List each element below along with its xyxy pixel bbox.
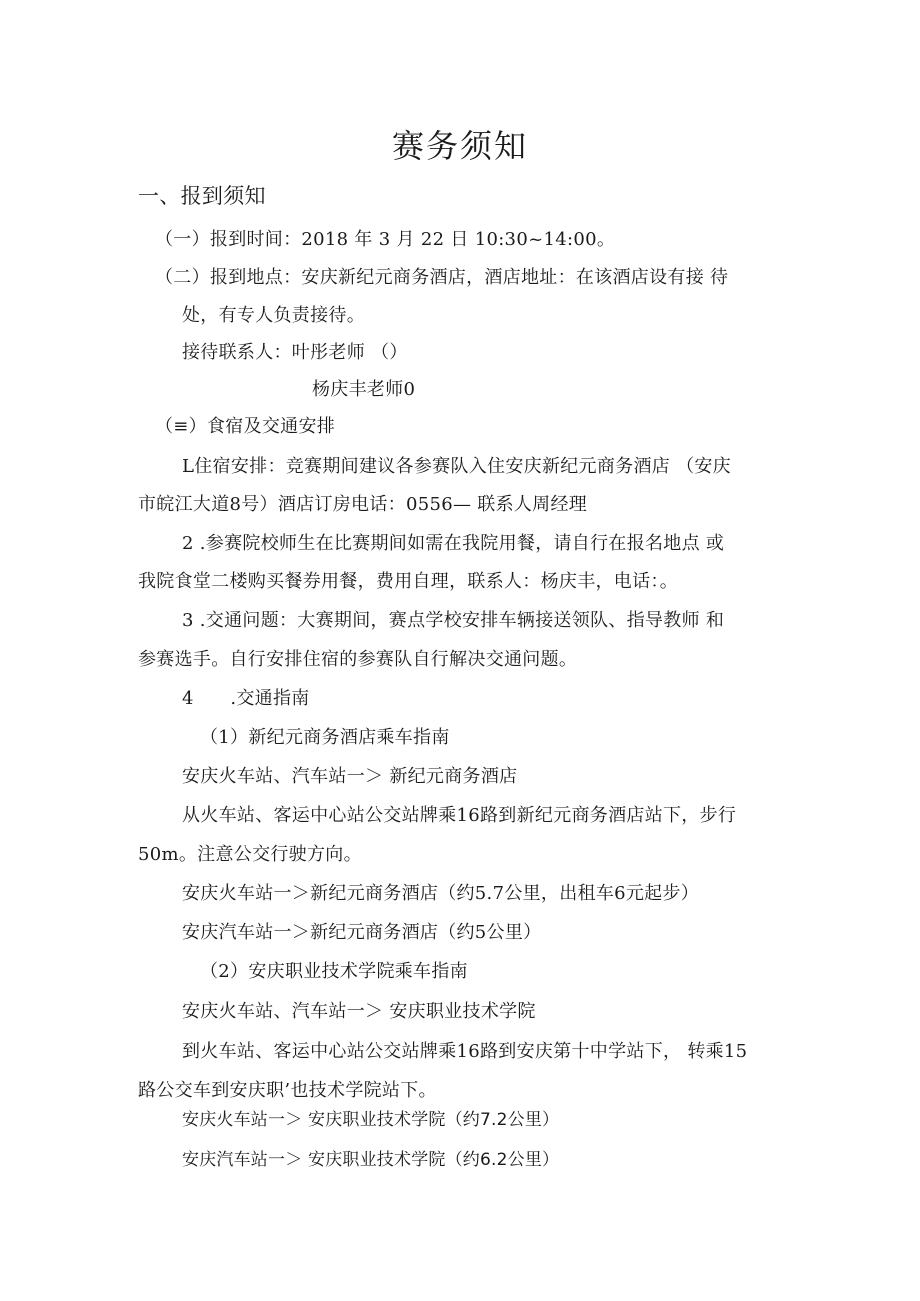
hotel-route-text: 从火车站、客运中心站公交站牌乘16路到新纪元商务酒店站下，步行 <box>182 805 737 826</box>
dining-text: 2 .参赛院校师生在比赛期间如需在我院用餐，请自行在报名地点 或 <box>182 533 725 554</box>
registration-location-cont: 处，有专人负责接待。 <box>182 305 365 326</box>
document-title: 赛务须知 <box>391 127 528 165</box>
college-route-bus: 安庆汽车站一＞ 安庆职业技术学院（约6.2公里） <box>182 1150 560 1170</box>
transport-text-cont: 参赛选手。自行安排住宿的参赛队自行解决交通问题。 <box>138 649 578 670</box>
subheading-accommodation: （≡）食宿及交通安排 <box>155 416 336 437</box>
college-route-text: 到火车站、客运中心站公交站牌乘16路到安庆第十中学站下， 转乘15 <box>182 1041 748 1062</box>
contact-person-2: 杨庆丰老师0 <box>312 379 416 400</box>
college-route-title: 安庆火车站、汽车站一＞ 安庆职业技术学院 <box>182 1001 536 1022</box>
section-heading: 一、报到须知 <box>138 184 266 208</box>
accommodation-text-cont: 市皖江大道8号）酒店订房电话：0556— 联系人周经理 <box>138 494 588 515</box>
hotel-route-text-cont: 50m。注意公交行驶方向。 <box>138 844 362 865</box>
transport-guide-heading: 4 .交通指南 <box>182 688 310 709</box>
dining-text-cont: 我院食堂二楼购买餐券用餐，费用自理，联系人：杨庆丰，电话：。 <box>138 571 678 592</box>
college-route-text-cont: 路公交车到安庆职’也技术学院站下。 <box>138 1080 437 1101</box>
registration-location: （二）报到地点：安庆新纪元商务酒店，酒店地址：在该酒店设有接 待 <box>155 267 729 288</box>
registration-time: （一）报到时间：2018 年 3 月 22 日 10:30~14:00。 <box>155 229 616 250</box>
hotel-route-bus: 安庆汽车站一＞新纪元商务酒店（约5公里） <box>182 922 542 943</box>
accommodation-text: L住宿安排：竞赛期间建议各参赛队入住安庆新纪元商务酒店 （安庆 <box>182 456 731 477</box>
transport-text: 3 .交通问题：大赛期间，赛点学校安排车辆接送领队、指导教师 和 <box>182 610 725 631</box>
contact-person-1: 接待联系人：叶彤老师 （） <box>182 342 408 363</box>
hotel-route-title: 安庆火车站、汽车站一＞ 新纪元商务酒店 <box>182 766 518 787</box>
college-route-train: 安庆火车站一＞ 安庆职业技术学院（约7.2公里） <box>182 1110 560 1130</box>
college-guide-heading: （2）安庆职业技术学院乘车指南 <box>200 961 468 982</box>
hotel-route-train: 安庆火车站一＞新纪元商务酒店（约5.7公里，出租车6元起步） <box>182 883 700 904</box>
hotel-guide-heading: （1）新纪元商务酒店乘车指南 <box>200 727 450 748</box>
